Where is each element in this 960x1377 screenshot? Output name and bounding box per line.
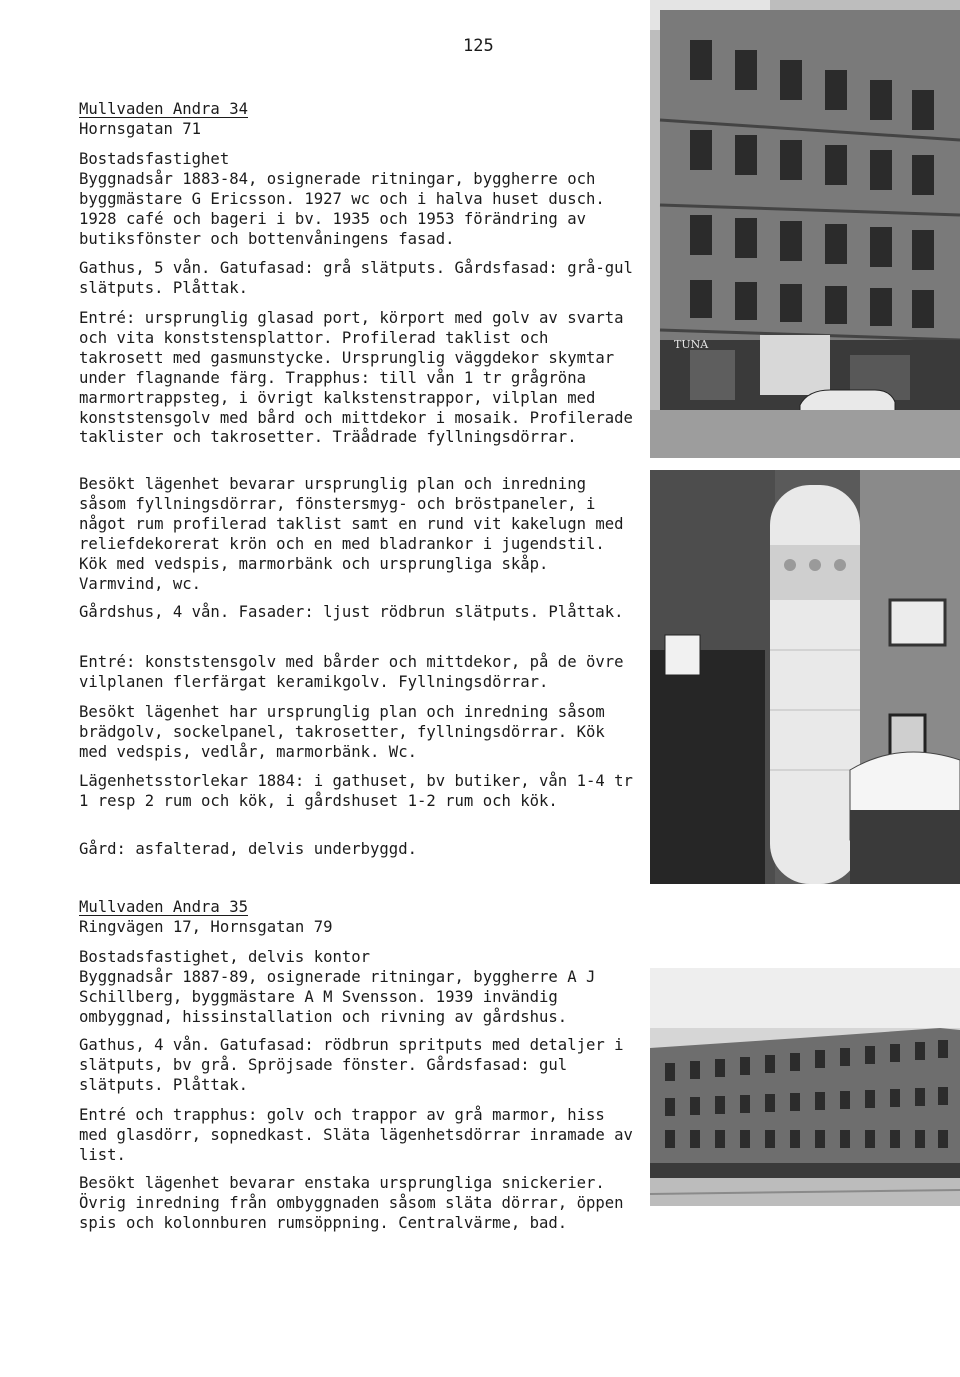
entry-address: Ringvägen 17, Hornsgatan 79 xyxy=(79,917,333,936)
entry-35-para-2: Gathus, 4 vån. Gatufasad: rödbrun spritputs med detaljer i slätputs, bv grå. Spröjsade fönster. Gårdsfasad: gul slätputs. Plåttak. xyxy=(79,1036,624,1094)
entry-mullvaden-34 xyxy=(79,100,639,140)
entry-34-para-5: Gårdshus, 4 vån. Fasader: ljust rödbrun slätputs. Plåttak. xyxy=(79,603,624,621)
entry-34-para-2: Gathus, 5 vån. Gatufasad: grå slätputs. Gårdsfasad: grå-gul slätputs. Plåttak. xyxy=(79,259,633,297)
entry-35-para-3: Entré och trapphus: golv och trappor av grå marmor, hiss med glasdörr, sopnedkast. Släta lägenhetsdörrar inramade av list. xyxy=(79,1106,633,1164)
facade-photo-image xyxy=(650,0,960,458)
entry-34-para-7: Besökt lägenhet har ursprunglig plan och inredning såsom brädgolv, sockelpanel, takrosetter, fyllningsdörrar. Kök med vedspis, vedlår, marmorbänk. Wc. xyxy=(79,703,605,761)
entry-35-para-1: Bostadsfastighet, delvis kontor Byggnadsår 1887-89, osignerade ritningar, byggherre A J Schillberg, byggmästare A M Svensson. 1939 invändig ombyggnad, hissinstallation och rivning av gårdshus. xyxy=(79,948,596,1026)
entry-34-para-1: Bostadsfastighet Byggnadsår 1883-84, osignerade ritningar, byggherre och byggmästare G Ericsson. 1927 wc och i halva huset dusch. 1928 café och bageri i bv. 1935 och 1953 förändring av butiksfönster och bottenvåningens fasad. xyxy=(79,150,605,248)
entry-34-para-6: Entré: konststensgolv med bårder och mittdekor, på de övre vilplanen flerfärgat keramikgolv. Fyllningsdörrar. xyxy=(79,653,624,691)
facade-sign: TUNA xyxy=(674,338,709,351)
entry-35-para-4: Besökt lägenhet bevarar enstaka ursprungliga snickerier. Övrig inredning från ombyggnaden såsom släta dörrar, öppen spis och kolonnburen rumsöppning. Centralvärme, bad. xyxy=(79,1174,624,1232)
facade-photo xyxy=(650,0,960,458)
entry-address: Hornsgatan 71 xyxy=(79,119,202,138)
page-number: 125 xyxy=(463,36,494,56)
corner-building-photo-image xyxy=(650,968,960,1206)
entry-heading: Mullvaden Andra 34 xyxy=(79,100,248,118)
entry-mullvaden-35 xyxy=(79,898,639,938)
entry-34-para-9: Gård: asfalterad, delvis underbyggd. xyxy=(79,840,417,858)
entry-34-para-3: Entré: ursprunglig glasad port, körport med golv av svarta och vita konststensplattor. Profilerad taklist och takrosett med gasmunstycke. Ursprunglig väggdekor skymtar under flagnande färg. Trapphus: till vån 1 tr grågröna marmortrappsteg, i övrigt kalkstenstrappor, vilplan med konststensgolv med bård och mittdekor i mosaik. Profilerade taklister och takrosetter. Träådrade fyllningsdörrar. xyxy=(79,309,633,447)
interior-photo-image xyxy=(650,470,960,884)
entry-34-para-8: Lägenhetsstorlekar 1884: i gathuset, bv butiker, vån 1-4 tr 1 resp 2 rum och kök, i gårdshuset 1-2 rum och kök. xyxy=(79,772,633,810)
corner-building-photo xyxy=(650,968,960,1206)
entry-heading: Mullvaden Andra 35 xyxy=(79,898,248,916)
interior-photo xyxy=(650,470,960,884)
entry-34-para-4: Besökt lägenhet bevarar ursprunglig plan och inredning såsom fyllningsdörrar, fönstersmyg- och bröstpaneler, i något rum profilerad taklist samt en rund vit kakelugn med reliefdekorerat krön och en med bladrankor i jugendstil. Kök med vedspis, marmorbänk och ursprungliga skåp. Varmvind, wc. xyxy=(79,475,624,593)
